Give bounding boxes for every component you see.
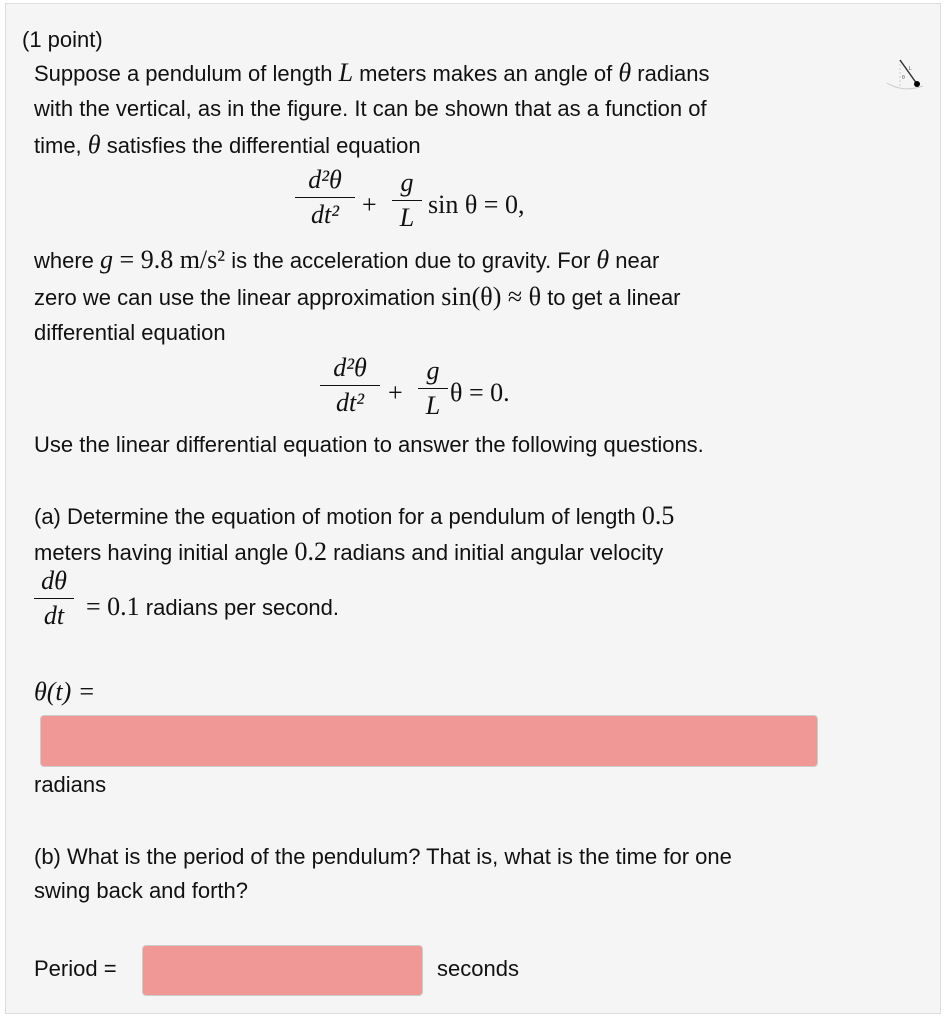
points-label: (1 point) xyxy=(22,27,103,52)
part-b-line-1: (b) What is the period of the pendulum? That is, what is the time for one xyxy=(34,844,732,869)
intro-line-2: with the vertical, as in the figure. It can be shown that as a function of xyxy=(34,96,707,121)
period-label: Period = xyxy=(34,956,117,981)
period-answer-input[interactable] xyxy=(142,945,423,996)
intro-line-1: Suppose a pendulum of length L meters makes an angle of θ radians xyxy=(34,58,710,87)
approx-line: zero we can use the linear approximation sin(θ) ≈ θ to get a linear xyxy=(34,282,681,311)
dtheta-dt-fraction: dθ dt xyxy=(34,566,74,631)
part-a-line-1: (a) Determine the equation of motion for a pendulum of length 0.5 xyxy=(34,501,675,530)
instructions: Use the linear differential equation to answer the following questions. xyxy=(34,432,704,457)
theta-t-answer-input[interactable] xyxy=(40,715,818,767)
svg-text:θ: θ xyxy=(902,75,905,81)
approx-line-2: differential equation xyxy=(34,320,226,345)
theta-t-label: θ(t) = xyxy=(34,677,96,706)
pendulum-figure-icon xyxy=(885,58,930,93)
radians-unit: radians xyxy=(34,772,107,797)
part-a-line-3: = 0.1 radians per second. xyxy=(86,592,340,621)
part-a-line-2: meters having initial angle 0.2 radians and initial angular velocity xyxy=(34,537,664,566)
svg-text:L: L xyxy=(909,66,912,72)
intro-line-3: time, θ satisfies the differential equation xyxy=(34,130,421,159)
seconds-unit: seconds xyxy=(437,956,519,981)
where-line: where g = 9.8 m/s² is the acceleration due to gravity. For θ near xyxy=(34,245,660,274)
part-b-line-2: swing back and forth? xyxy=(34,878,249,903)
